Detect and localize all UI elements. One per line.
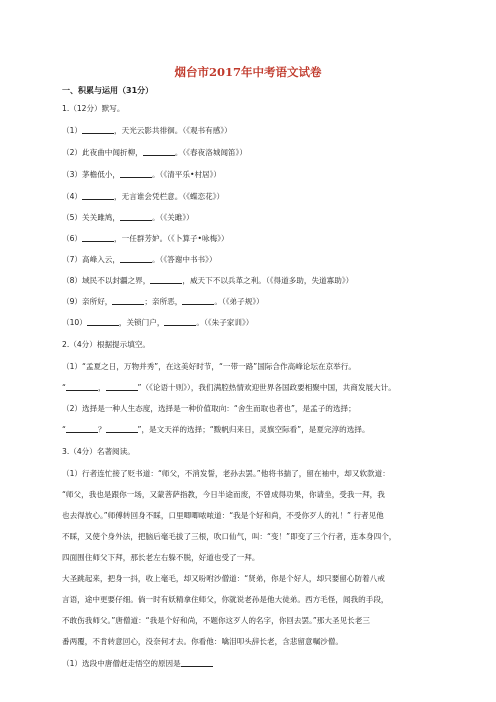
question-2-heading: 2.（4分）根据提示填空。 <box>62 340 151 349</box>
answer-blank[interactable] <box>66 383 98 391</box>
q1-item-8: （8）域民不以封疆之界， ，威天下不以兵革之利。（《得道多助，失道寡助》） <box>62 276 354 285</box>
q3-sub-question-1: （1）选段中唐僧赶走悟空的原因是 <box>62 659 446 669</box>
answer-blank[interactable] <box>120 255 152 263</box>
q1-item-2: （2）此夜曲中闻折柳， 。（《春夜洛城闻笛》） <box>62 148 247 157</box>
answer-blank[interactable] <box>143 148 175 156</box>
answer-blank[interactable] <box>82 234 114 242</box>
q3-passage-line: （1）行者连忙接了贬书道：“师父，不消发誓，老孙去罢。”他将书揣了，留在袖中，却又软款道： <box>62 469 390 478</box>
answer-blank[interactable] <box>82 192 114 200</box>
q3-passage-line: 大圣跳起来，把身一抖，收上毫毛，却又吩咐沙僧道：“贤弟，你是个好人，却只要留心防着八戒 <box>62 574 385 583</box>
q1-item-1: （1） ，天光云影共徘徊。（《观书有感》） <box>62 126 232 135</box>
question-1-heading: 1.（12分）默写。 <box>62 104 125 113</box>
q1-item-10: （10） ，关锁门户， 。（《朱子家训》） <box>62 318 254 327</box>
answer-blank[interactable] <box>106 383 138 391</box>
answer-blank[interactable] <box>87 318 119 326</box>
q3-passage-line: 不睬，又使个身外法，把脑后毫毛拔了三根，吹口仙气，叫：“变！”即变了三个行者，连本身四个， <box>62 532 397 541</box>
question-3-heading: 3.（4分）名著阅读。 <box>62 447 135 456</box>
answer-blank[interactable] <box>181 659 213 667</box>
q2-line-3: （2）选择是一种人生态度，选择是一种价值取向：“舍生而取也者也”，是孟子的选择； <box>62 404 356 413</box>
q1-item-4: （4） ，无言谁会凭栏意。（《蝶恋花》） <box>62 192 225 201</box>
q1-item-6: （6） ，一任群芳妒。（《卜算子•咏梅》） <box>62 234 229 243</box>
q2-line-2: “ ， ”（《论语十则》），我们满腔热情欢迎世界各国政要相聚中国，共商发展大计。 <box>62 383 396 392</box>
answer-blank[interactable] <box>82 126 114 134</box>
q3-passage-line: 言语，途中更要仔细。倘一时有妖精拿住师父，你就说老孙是他大徒弟。西方毛怪，闻我的手段， <box>62 595 389 604</box>
answer-blank[interactable] <box>120 213 152 221</box>
q1-item-5: （5）关关雎鸠， 。（《关雎》） <box>62 213 194 222</box>
page-title: 烟台市2017年中考语文试卷 <box>174 65 322 79</box>
q3-passage-line: 番两覆，不肯转意回心，没奈何才去。你看他：噙泪叩头辞长老，含悲留意嘱沙僧。 <box>62 637 343 646</box>
answer-blank[interactable] <box>112 297 144 305</box>
q3-passage-line: 四面围住师父下拜，那长老左右躲不脱，好道也受了一拜。 <box>62 553 260 562</box>
q3-passage-line: “师父，我也是跟你一场，又蒙菩萨指教，今日半途而废，不曾成得功果，你请坐，受我一拜，我 <box>62 490 385 499</box>
answer-blank[interactable] <box>120 170 152 178</box>
q2-line-4: “ ？ ”，是文天祥的选择；“黢帆归来日，灵旗空际看”，是夏完淳的选择。 <box>62 425 370 434</box>
answer-blank[interactable] <box>182 297 214 305</box>
q2-line-1: （1）“孟夏之日，万物并秀”，在这美好时节，“一带一路”国际合作高峰论坛在京举行。 <box>62 362 356 371</box>
q3-passage-line: 不敢伤我师父。”唐僧道：“我是个好和尚，不题你这歹人的名字，你回去罢。”那大圣见长老三 <box>62 616 370 625</box>
answer-blank[interactable] <box>66 425 98 433</box>
q1-item-9: （9）亲所好， ；亲所恶， 。（《弟子规》） <box>62 297 264 306</box>
q1-item-7: （7）高峰入云， 。（《答谢中书书》） <box>62 255 217 264</box>
answer-blank[interactable] <box>150 276 182 284</box>
q1-item-3: （3）茅檐低小， 。（《清平乐•村居》） <box>62 170 222 179</box>
answer-blank[interactable] <box>106 425 138 433</box>
answer-blank[interactable] <box>164 318 196 326</box>
section-heading: 一、积累与运用（31分） <box>62 86 154 95</box>
q3-passage-line: 也去得放心。”师傅转回身不睬，口里唧唧哝哝道：“我是个好和尚，不受你歹人的礼！” 行者见他 <box>62 511 384 520</box>
